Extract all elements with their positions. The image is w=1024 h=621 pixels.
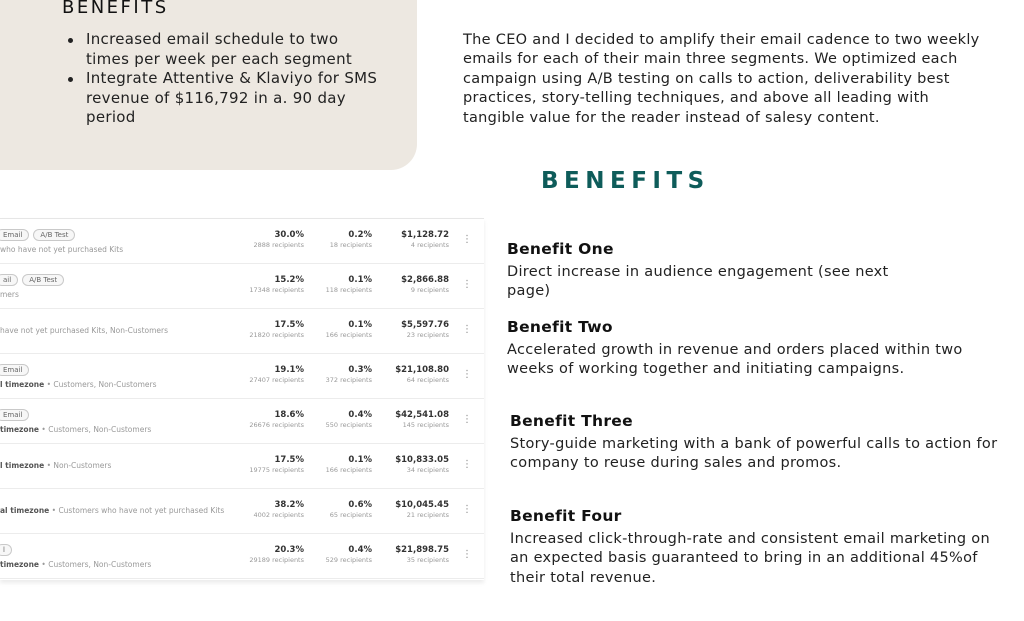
benefit-one-text: Direct increase in audience engagement (see next page) xyxy=(507,264,889,300)
revenue-recipients: 34 recipients xyxy=(406,466,449,474)
open-rate-recipients: 19775 recipients xyxy=(249,466,304,474)
benefit-three-title: Benefit Three xyxy=(510,412,633,430)
revenue-cell xyxy=(379,365,449,385)
more-options-icon[interactable]: ⋮ xyxy=(462,234,472,245)
open-rate-recipients: 17348 recipients xyxy=(249,286,304,294)
benefit-two-text: Accelerated growth in revenue and orders placed within two weeks of working together and initiating campaigns. xyxy=(507,342,963,378)
audience-segment xyxy=(0,506,224,515)
open-rate-value: 30.0% xyxy=(274,230,304,240)
segment-timezone: l timezone xyxy=(0,380,45,389)
segment-text: • Customers, Non-Customers xyxy=(44,380,157,389)
open-rate-value: 38.2% xyxy=(274,500,304,510)
campaign-tag: Email xyxy=(0,229,29,241)
revenue-value: $5,597.76 xyxy=(401,320,449,330)
benefits-summary-card xyxy=(0,0,417,170)
table-row[interactable] xyxy=(0,399,484,444)
audience-segment xyxy=(0,461,111,470)
click-rate-cell xyxy=(312,320,372,340)
click-rate-value: 0.6% xyxy=(348,500,372,510)
table-row[interactable] xyxy=(0,489,484,534)
segment-text: • Customers, Non-Customers xyxy=(39,560,152,569)
benefits-heading: BENEFITS xyxy=(541,168,710,194)
table-row[interactable] xyxy=(0,534,484,579)
revenue-value: $10,833.05 xyxy=(395,455,449,465)
campaign-tags xyxy=(0,229,75,241)
open-rate-recipients: 4002 recipients xyxy=(253,511,304,519)
revenue-cell xyxy=(379,320,449,340)
click-rate-recipients: 166 recipients xyxy=(325,331,372,339)
click-rate-recipients: 529 recipients xyxy=(325,556,372,564)
open-rate-cell xyxy=(234,545,304,565)
segment-text: • Non-Customers xyxy=(44,461,112,470)
summary-bullet: Integrate Attentive & Klaviyo for SMS revenue of $116,792 in a. 90 day period xyxy=(86,69,386,128)
open-rate-value: 18.6% xyxy=(274,410,304,420)
revenue-recipients: 35 recipients xyxy=(406,556,449,564)
segment-text: mers xyxy=(0,290,19,299)
segment-timezone: timezone xyxy=(0,560,40,569)
open-rate-cell xyxy=(234,500,304,520)
campaign-tag: A/B Test xyxy=(33,229,75,241)
click-rate-recipients: 166 recipients xyxy=(325,466,372,474)
click-rate-recipients: 372 recipients xyxy=(325,376,372,384)
revenue-value: $21,898.75 xyxy=(395,545,449,555)
click-rate-recipients: 65 recipients xyxy=(329,511,372,519)
click-rate-cell xyxy=(312,410,372,430)
more-options-icon[interactable]: ⋮ xyxy=(462,504,472,515)
segment-text: who have not yet purchased Kits xyxy=(0,245,124,254)
revenue-recipients: 4 recipients xyxy=(410,241,449,249)
revenue-recipients: 9 recipients xyxy=(410,286,449,294)
campaign-tags xyxy=(0,274,64,286)
segment-timezone: l timezone xyxy=(0,461,45,470)
summary-bullet-list xyxy=(86,30,386,128)
revenue-cell xyxy=(379,500,449,520)
open-rate-cell xyxy=(234,230,304,250)
open-rate-recipients: 29189 recipients xyxy=(249,556,304,564)
audience-segment xyxy=(0,326,168,335)
revenue-value: $42,541.08 xyxy=(395,410,449,420)
campaign-tag: Email xyxy=(0,409,29,421)
campaign-tags xyxy=(0,544,12,556)
table-row[interactable] xyxy=(0,444,484,489)
segment-timezone: timezone xyxy=(0,425,40,434)
open-rate-cell xyxy=(234,455,304,475)
more-options-icon[interactable]: ⋮ xyxy=(462,324,472,335)
open-rate-cell xyxy=(234,365,304,385)
summary-heading: BENEFITS xyxy=(62,0,169,18)
campaign-tag: Email xyxy=(0,364,29,376)
revenue-recipients: 23 recipients xyxy=(406,331,449,339)
benefit-four-title: Benefit Four xyxy=(510,507,622,525)
revenue-value: $1,128.72 xyxy=(401,230,449,240)
revenue-value: $21,108.80 xyxy=(395,365,449,375)
audience-segment xyxy=(0,380,156,389)
more-options-icon[interactable]: ⋮ xyxy=(462,414,472,425)
table-row[interactable] xyxy=(0,264,484,309)
segment-text: • Customers who have not yet purchased Kits xyxy=(49,506,225,515)
table-row[interactable] xyxy=(0,219,484,264)
click-rate-cell xyxy=(312,275,372,295)
table-row[interactable] xyxy=(0,309,484,354)
click-rate-value: 0.2% xyxy=(348,230,372,240)
segment-text: • Customers, Non-Customers xyxy=(39,425,152,434)
audience-segment xyxy=(0,425,151,434)
more-options-icon[interactable]: ⋮ xyxy=(462,459,472,470)
more-options-icon[interactable]: ⋮ xyxy=(462,369,472,380)
click-rate-cell xyxy=(312,455,372,475)
click-rate-value: 0.1% xyxy=(348,275,372,285)
benefit-one-title: Benefit One xyxy=(507,240,614,258)
audience-segment xyxy=(0,560,151,569)
open-rate-recipients: 27407 recipients xyxy=(249,376,304,384)
open-rate-recipients: 21820 recipients xyxy=(249,331,304,339)
campaign-results-table xyxy=(0,218,484,580)
more-options-icon[interactable]: ⋮ xyxy=(462,279,472,290)
open-rate-cell xyxy=(234,275,304,295)
click-rate-recipients: 550 recipients xyxy=(325,421,372,429)
open-rate-value: 17.5% xyxy=(274,455,304,465)
audience-segment xyxy=(0,290,19,299)
open-rate-recipients: 26676 recipients xyxy=(249,421,304,429)
benefit-four-text: Increased click-through-rate and consistent email marketing on an expected basis guaranteed to bring in an additional 45%of their total revenue. xyxy=(510,531,990,586)
revenue-value: $10,045.45 xyxy=(395,500,449,510)
click-rate-value: 0.4% xyxy=(348,410,372,420)
click-rate-recipients: 18 recipients xyxy=(329,241,372,249)
campaign-tag: l xyxy=(0,544,12,556)
open-rate-value: 15.2% xyxy=(274,275,304,285)
benefit-three-text: Story-guide marketing with a bank of powerful calls to action for company to reuse during sales and promos. xyxy=(510,436,998,472)
open-rate-cell xyxy=(234,320,304,340)
open-rate-value: 19.1% xyxy=(274,365,304,375)
open-rate-value: 17.5% xyxy=(274,320,304,330)
revenue-recipients: 64 recipients xyxy=(406,376,449,384)
revenue-recipients: 145 recipients xyxy=(402,421,449,429)
segment-text: have not yet purchased Kits, Non-Customers xyxy=(0,326,169,335)
benefit-two-title: Benefit Two xyxy=(507,318,613,336)
open-rate-value: 20.3% xyxy=(274,545,304,555)
click-rate-cell xyxy=(312,365,372,385)
more-options-icon[interactable]: ⋮ xyxy=(462,549,472,560)
intro-paragraph: The CEO and I decided to amplify their email cadence to two weekly emails for each of their main three segments. We optimized each campaign using A/B testing on calls to action, deliverability best practices, story-telling techniques, and above all leading with tangible value for the reader instead of salesy content. xyxy=(463,32,980,126)
revenue-cell xyxy=(379,410,449,430)
campaign-tag: A/B Test xyxy=(22,274,64,286)
click-rate-value: 0.4% xyxy=(348,545,372,555)
open-rate-recipients: 2888 recipients xyxy=(253,241,304,249)
click-rate-value: 0.1% xyxy=(348,455,372,465)
revenue-cell xyxy=(379,275,449,295)
audience-segment xyxy=(0,245,123,254)
click-rate-cell xyxy=(312,230,372,250)
revenue-cell xyxy=(379,545,449,565)
campaign-tags xyxy=(0,364,29,376)
segment-timezone: al timezone xyxy=(0,506,50,515)
campaign-tags xyxy=(0,409,29,421)
click-rate-value: 0.3% xyxy=(348,365,372,375)
click-rate-recipients: 118 recipients xyxy=(325,286,372,294)
click-rate-value: 0.1% xyxy=(348,320,372,330)
summary-bullet: Increased email schedule to two times per week per each segment xyxy=(86,30,386,69)
revenue-cell xyxy=(379,230,449,250)
open-rate-cell xyxy=(234,410,304,430)
campaign-tag: ail xyxy=(0,274,18,286)
revenue-recipients: 21 recipients xyxy=(406,511,449,519)
revenue-cell xyxy=(379,455,449,475)
revenue-value: $2,866.88 xyxy=(401,275,449,285)
click-rate-cell xyxy=(312,545,372,565)
click-rate-cell xyxy=(312,500,372,520)
table-row[interactable] xyxy=(0,354,484,399)
